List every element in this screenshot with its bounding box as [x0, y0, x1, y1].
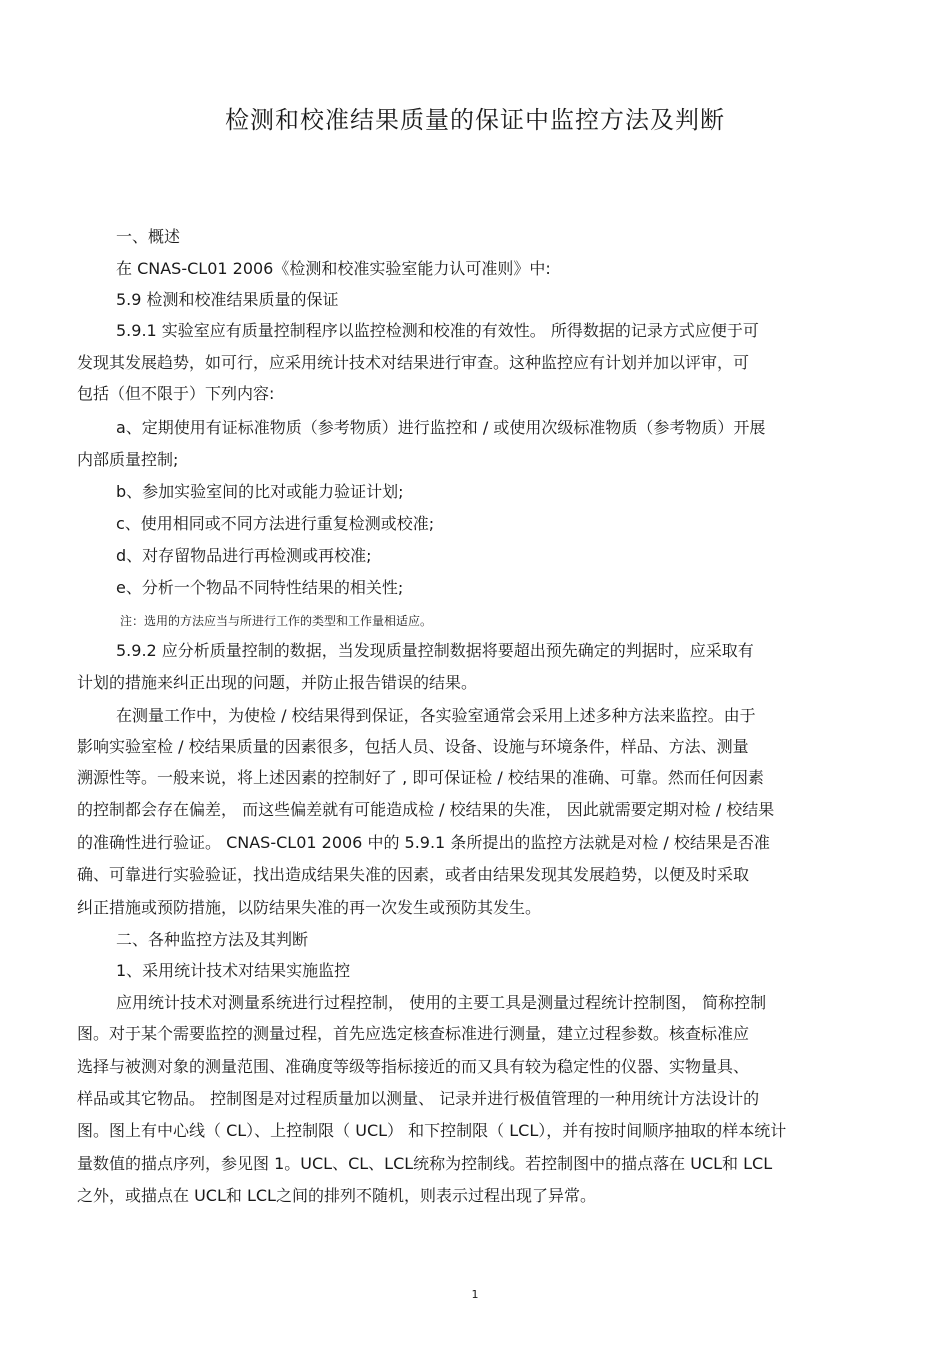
body-text-line: 在 CNAS-CL01 2006《检测和校准实验室能力认可准则》中:: [116, 259, 551, 278]
body-text-line: 发现其发展趋势，如可行，应采用统计技术对结果进行审查。这种监控应有计划并加以评审，可: [77, 353, 750, 372]
section-heading-methods: 二、各种监控方法及其判断: [116, 930, 309, 949]
body-text-line: 样品或其它物品。 控制图是对过程质量加以测量、 记录并进行极值管理的一种用统计方法设计的: [77, 1089, 760, 1108]
body-text-line: 图。图上有中心线（ CL）、上控制限（ UCL） 和下控制限（ LCL），并有按时间顺序抽取的样本统计: [77, 1121, 787, 1140]
clause-heading: 5.9 检测和校准结果质量的保证: [116, 290, 339, 309]
page-title: 检测和校准结果质量的保证中监控方法及判断: [225, 106, 725, 134]
list-item: e、分析一个物品不同特性结果的相关性;: [116, 578, 404, 597]
note: 注：选用的方法应当与所进行工作的类型和工作量相适应。: [120, 614, 433, 628]
body-text-line: 计划的措施来纠正出现的问题，并防止报告错误的结果。: [77, 673, 478, 692]
list-item: b、参加实验室间的比对或能力验证计划;: [116, 482, 404, 501]
body-text-line: 确、可靠进行实验验证，找出造成结果失准的因素，或者由结果发现其发展趋势，以便及时采取: [77, 865, 750, 884]
body-text-line: 应用统计技术对测量系统进行过程控制， 使用的主要工具是测量过程统计控制图， 简称控制: [116, 993, 767, 1012]
body-text-line: 量数值的描点序列，参见图 1。UCL、CL、LCL统称为控制线。若控制图中的描点落在 UCL和 LCL: [77, 1154, 773, 1173]
subsection-heading: 1、采用统计技术对结果实施监控: [116, 961, 351, 980]
body-text-line: 包括（但不限于）下列内容:: [77, 384, 275, 403]
list-item: d、对存留物品进行再检测或再校准;: [116, 546, 372, 565]
list-item: a、定期使用有证标准物质（参考物质）进行监控和 / 或使用次级标准物质（参考物质）开展: [116, 418, 766, 437]
list-item: 内部质量控制;: [77, 450, 179, 469]
body-text-line: 影响实验室检 / 校结果质量的因素很多，包括人员、设备、设施与环境条件，样品、方法、测量: [77, 737, 749, 756]
body-text-line: 选择与被测对象的测量范围、准确度等级等指标接近的而又具有较为稳定性的仪器、实物量具、: [77, 1057, 750, 1076]
section-heading-overview: 一、概述: [116, 227, 181, 246]
page-number: 1: [471, 1288, 479, 1301]
body-text-line: 溯源性等。一般来说，将上述因素的控制好了 , 即可保证检 / 校结果的准确、可靠。然而任何因素: [77, 768, 764, 787]
body-text-line: 图。对于某个需要监控的测量过程，首先应选定核查标准进行测量，建立过程参数。核查标准应: [77, 1024, 750, 1043]
body-text-line: 5.9.2 应分析质量控制的数据，当发现质量控制数据将要超出预先确定的判据时，应采取有: [116, 641, 754, 660]
body-text-line: 在测量工作中，为使检 / 校结果得到保证，各实验室通常会采用上述多种方法来监控。由于: [116, 706, 756, 725]
body-text-line: 5.9.1 实验室应有质量控制程序以监控检测和校准的有效性。 所得数据的记录方式应便于可: [116, 321, 759, 340]
body-text-line: 之外，或描点在 UCL和 LCL之间的排列不随机，则表示过程出现了异常。: [77, 1186, 596, 1205]
body-text-line: 的准确性进行验证。 CNAS-CL01 2006 中的 5.9.1 条所提出的监控方法就是对检 / 校结果是否准: [77, 833, 770, 852]
body-text-line: 纠正措施或预防措施，以防结果失准的再一次发生或预防其发生。: [77, 898, 542, 917]
body-text-line: 的控制都会存在偏差， 而这些偏差就有可能造成检 / 校结果的失准， 因此就需要定期对检 / 校结果: [77, 800, 775, 819]
list-item: c、使用相同或不同方法进行重复检测或校准;: [116, 514, 435, 533]
